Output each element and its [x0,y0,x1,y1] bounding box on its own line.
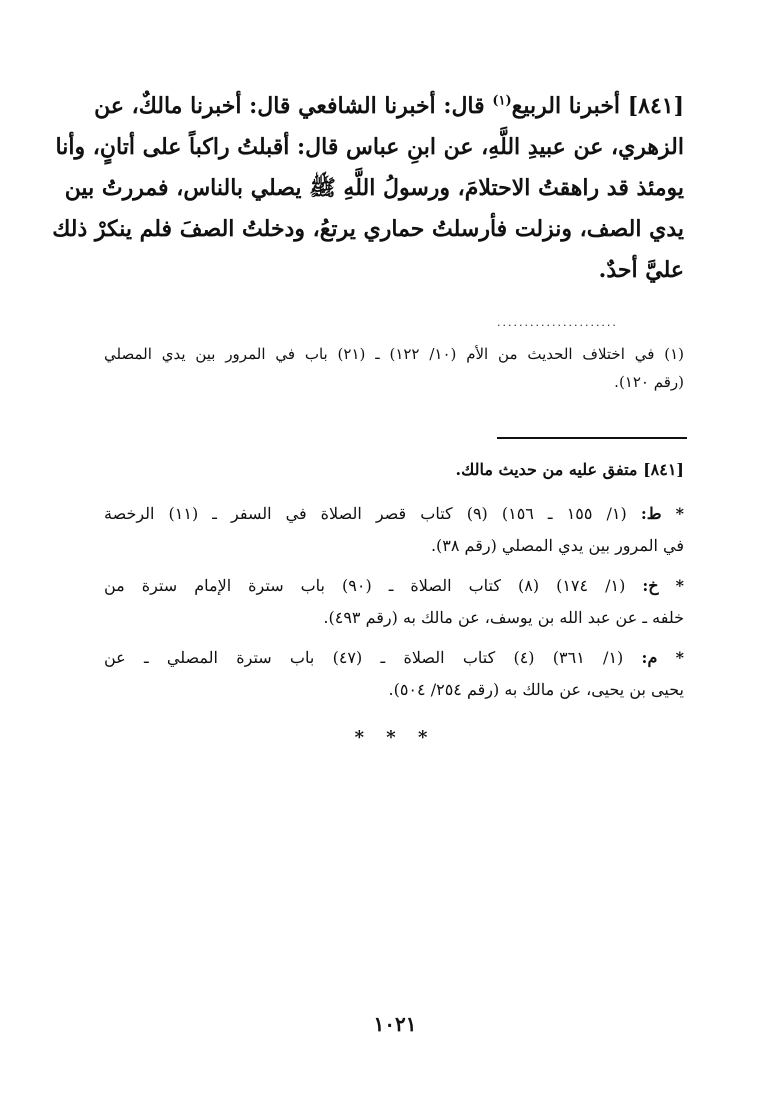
takhrij-section [104,454,684,714]
hadith-line-3: يومئذ قد راهقتُ الاحتلامَ، ورسولُ اللَّهِ ﷺ يصلي بالناس، فمررتُ بين [64,175,684,201]
takhrij-entry-muslim [104,642,684,706]
takhrij-entry-muwatta [104,498,684,562]
footnote-line-2: (رقم ١٢٠). [614,373,684,391]
takhrij-entry-line: يحيى بن يحيى، عن مالك به (رقم ٢٥٤/ ٥٠٤). [388,680,684,699]
footnote [104,340,684,396]
takhrij-entry-line [104,498,684,530]
hadith-number: [٨٤١] [627,93,684,119]
source-code: ط: [640,504,662,523]
takhrij-separator [497,437,687,439]
takhrij-heading: [٨٤١] متفق عليه من حديث مالك. [455,460,684,479]
takhrij-entry-line: في المرور بين يدي المصلي (رقم ٣٨). [430,536,684,555]
page-number: ١٠٢١ [373,1012,417,1036]
takhrij-entry-line: خلفه ـ عن عبد الله بن يوسف، عن مالك به (رقم ٤٩٣). [323,608,684,627]
footnote-reference[interactable]: (١) [492,93,512,109]
hadith-text [52,86,684,291]
hadith-line-2: الزهري، عن عبيدِ اللَّهِ، عن ابنِ عباس قال: أقبلتُ راكباً على أتانٍ، وأنا [55,134,684,160]
hadith-chain-start: قال: أخبرنا الشافعي قال: أخبرنا مالكٌ، عن [94,93,485,119]
hadith-opening: أخبرنا الربيع [511,93,621,119]
reference-text: (١/ ٣٦١) (٤) كتاب الصلاة ـ (٤٧) باب سترة المصلي ـ عن [104,648,624,667]
source-code: م: [641,648,658,667]
star-bullet-icon: * [675,504,684,523]
hadith-line-4: يدي الصف، ونزلت فأرسلتُ حماري يرتعُ، ودخلتُ الصفَ فلم ينكرْ ذلك [52,216,684,242]
footnote-line-1: (١) في اختلاف الحديث من الأم (١٠/ ١٢٢) ـ (٢١) باب في المرور بين يدي المصلي [104,345,684,363]
hadith-line-5: عليَّ أحدٌ. [598,257,684,283]
takhrij-entry-line [104,570,684,602]
star-bullet-icon: * [675,576,684,595]
takhrij-entry-bukhari [104,570,684,634]
star-bullet-icon: * [675,648,684,667]
source-code: خ: [642,576,659,595]
section-end-marker: * * * [354,727,436,748]
footnote-separator: ...................... [497,318,618,328]
takhrij-entry-line [104,642,684,674]
hadith-line-1 [94,86,684,127]
reference-text: (١/ ١٧٤) (٨) كتاب الصلاة ـ (٩٠) باب سترة الإمام سترة من [104,576,626,595]
reference-text: (١/ ١٥٥ ـ ١٥٦) (٩) كتاب قصر الصلاة في السفر ـ (١١) الرخصة [104,504,627,523]
